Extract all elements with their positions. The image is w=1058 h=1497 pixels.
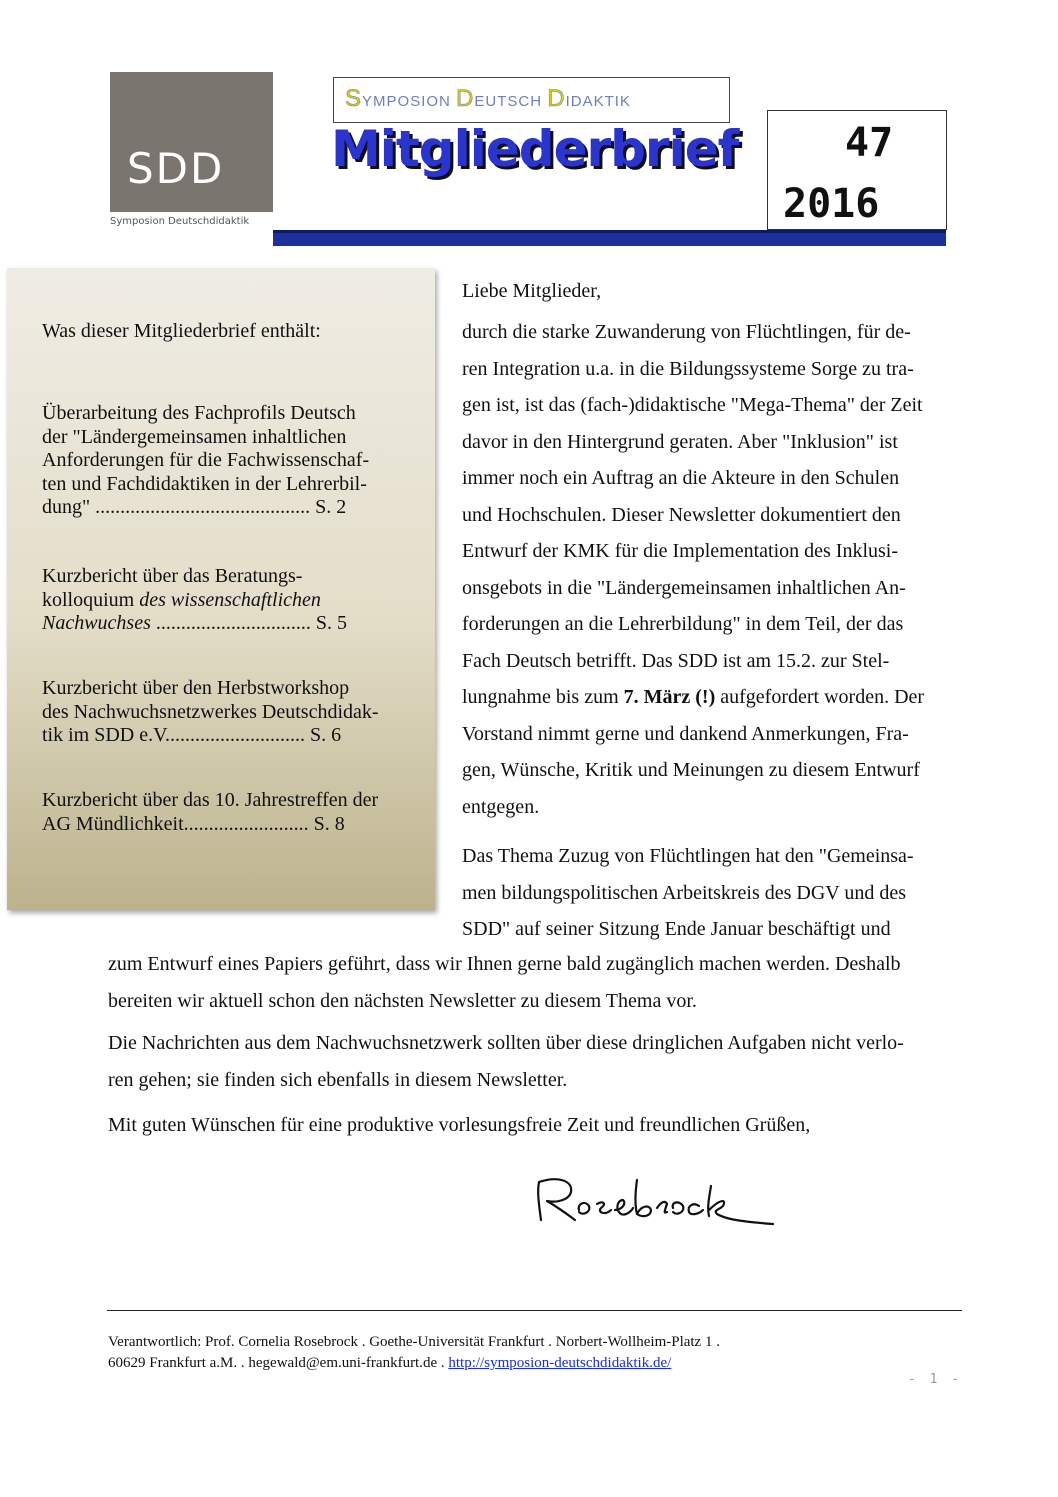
paragraph-3 <box>108 1025 968 1098</box>
symposion-rest-3: IDAKTIK <box>565 93 631 110</box>
toc-line: dung" ........................................... S. 2 <box>42 496 347 518</box>
toc-line: tik im SDD e.V............................ S. 6 <box>42 724 342 746</box>
text-line: durch die starke Zuwanderung von Flüchtlingen, für de- <box>462 321 911 343</box>
logo-subtitle: Symposion Deutschdidaktik <box>110 216 250 227</box>
text-line: men bildungspolitischen Arbeitskreis des DGV und des <box>462 881 907 904</box>
header-bar-top-line <box>273 230 946 233</box>
sdd-logo <box>110 72 273 230</box>
toc-line: des Nachwuchsnetzwerkes Deutschdidak- <box>42 700 379 723</box>
signature-rosebrock <box>527 1170 787 1240</box>
toc-line: Kurzbericht über das Beratungs- <box>42 565 303 587</box>
text-line: Vorstand nimmt gerne und dankend Anmerkungen, Fra- <box>462 722 909 745</box>
text-line: und Hochschulen. Dieser Newsletter dokumentiert den <box>462 503 901 526</box>
text-line: davor in den Hintergrund geraten. Aber "Inklusion" ist <box>462 430 898 453</box>
toc-line: der "Ländergemeinsamen inhaltlichen <box>42 425 347 448</box>
paragraph-2-continued <box>108 946 968 1019</box>
toc-line <box>42 589 402 613</box>
symposion-cap-s: S <box>345 85 363 112</box>
toc-line-part: kolloquium <box>42 588 140 611</box>
text-part: aufgefordert worden. Der <box>715 686 925 708</box>
text-line: gen, Wünsche, Kritik und Meinungen zu diesem Entwurf <box>462 759 920 781</box>
paragraph-2 <box>462 838 960 948</box>
symposion-cap-d1: D <box>456 85 475 112</box>
toc-item <box>42 789 402 836</box>
text-line: Das Thema Zuzug von Flüchtlingen hat den "Gemeinsa- <box>462 845 914 867</box>
text-line: Entwurf der KMK für die Implementation des Inklusi- <box>462 540 899 562</box>
text-line: entgegen. <box>462 795 540 818</box>
issue-number: 47 <box>845 120 894 166</box>
text-line: onsgebots in die "Ländergemeinsamen inhaltlichen An- <box>462 576 906 599</box>
issue-year: 2016 <box>783 181 880 227</box>
footer-rule <box>107 1310 962 1311</box>
text-part: lungnahme bis zum <box>462 686 624 708</box>
toc-heading: Was dieser Mitgliederbrief enthält: <box>42 320 321 342</box>
text-line: bereiten wir aktuell schon den nächsten Newsletter zu diesem Thema vor. <box>108 989 697 1012</box>
salutation: Liebe Mitglieder, <box>462 280 602 302</box>
website-link[interactable]: http://symposion-deutschdidaktik.de/ <box>448 1355 672 1371</box>
text-line: zum Entwurf eines Papiers geführt, dass wir Ihnen gerne bald zugänglich machen werden. Deshalb <box>108 953 901 975</box>
toc-line: Überarbeitung des Fachprofils Deutsch <box>42 402 356 424</box>
text-line: immer noch ein Auftrag an die Akteure in den Schulen <box>462 467 900 489</box>
toc-item <box>42 565 402 636</box>
toc-line-italic: Nachwuchses <box>42 612 151 634</box>
logo-letters: SDD <box>127 144 225 193</box>
newsletter-title: Mitgliederbrief <box>331 120 739 178</box>
text-line: ren gehen; sie finden sich ebenfalls in diesem Newsletter. <box>108 1068 568 1091</box>
text-line: forderungen an die Lehrerbildung" in dem Teil, der das <box>462 613 904 635</box>
footer-address-text: 60629 Frankfurt a.M. . hegewald@em.uni-frankfurt.de . <box>108 1355 449 1371</box>
text-line: Fach Deutsch betrifft. Das SDD ist am 15.2. zur Stel- <box>462 649 890 672</box>
text-line: SDD" auf seiner Sitzung Ende Januar beschäftigt und <box>462 918 891 940</box>
toc-line: Kurzbericht über den Herbstworkshop <box>42 677 350 699</box>
text-line: gen ist, ist das (fach-)didaktische "Mega-Thema" der Zeit <box>462 394 923 416</box>
text-line <box>462 679 960 716</box>
toc-line: ten und Fachdidaktiken in der Lehrerbil- <box>42 472 367 495</box>
text-line: ren Integration u.a. in die Bildungssysteme Sorge zu tra- <box>462 357 914 380</box>
toc-line-part: ............................... S. 5 <box>150 612 348 634</box>
footer-responsible: Verantwortlich: Prof. Cornelia Rosebrock . Goethe-Universität Frankfurt . Norbert-Wollheim-Platz 1 . <box>108 1334 720 1350</box>
symposion-rest-1: YMPOSION <box>362 93 451 110</box>
deadline-bold: 7. März (!) <box>623 686 716 708</box>
toc-line-italic: des wissenschaftlichen <box>139 588 321 611</box>
paragraph-1 <box>462 314 960 825</box>
toc-line: Kurzbericht über das 10. Jahrestreffen der <box>42 789 379 811</box>
toc-line: Anforderungen für die Fachwissenschaf- <box>42 449 370 471</box>
symposion-cap-d2: D <box>547 85 566 112</box>
toc-line: AG Mündlichkeit......................... S. 8 <box>42 812 345 835</box>
page-number: - 1 - <box>908 1372 963 1387</box>
footer-address <box>108 1353 671 1374</box>
text-line: Die Nachrichten aus dem Nachwuchsnetzwerk sollten über diese dringlichen Aufgaben nicht verlo- <box>108 1032 904 1054</box>
symposion-title <box>345 85 631 113</box>
toc-item <box>42 677 402 748</box>
toc-line <box>42 612 402 636</box>
symposion-rest-2: EUTSCH <box>474 93 543 110</box>
toc-item <box>42 402 402 520</box>
closing: Mit guten Wünschen für eine produktive vorlesungsfreie Zeit und freundlichen Grüßen, <box>108 1114 811 1136</box>
